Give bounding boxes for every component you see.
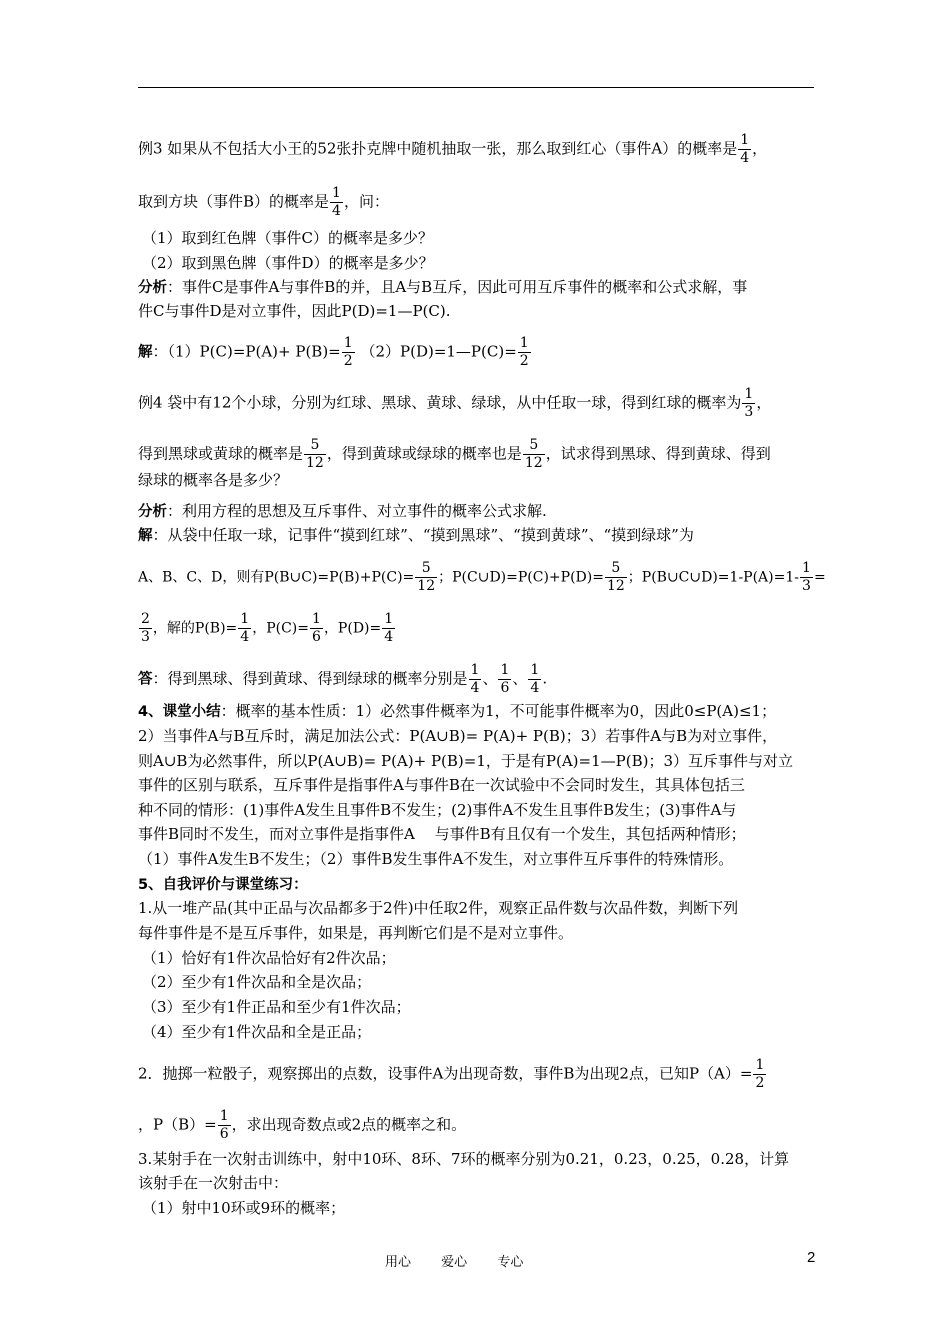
- summary-line6: 事件B同时不发生，而对立事件是指事件A 与事件B有且仅有一个发生，其包括两种情形；: [138, 825, 746, 843]
- fraction: $\frac{1}{6}$: [500, 662, 510, 696]
- fraction: $\frac{2}{3}$: [141, 611, 150, 645]
- summary-line4: 事件的区别与联系，互斥事件是指事件A与事件B在一次试验中不会同时发生，其具体包括三: [138, 776, 745, 794]
- fraction: $\frac{5}{12}$: [606, 560, 625, 594]
- fraction: $\frac{1}{3}$: [744, 386, 754, 420]
- fraction: $\frac{1}{2}$: [755, 1057, 765, 1091]
- fraction: $\frac{1}{4}$: [384, 611, 394, 645]
- ex3-line1: 例3 如果从不包括大小王的52张扑克牌中随机抽取一张，那么取到红心（事件A）的概率是 $\frac{1}{4}$ ，: [138, 132, 768, 166]
- ex3-text: 例3 如果从不包括大小王的52张扑克牌中随机抽取一张，那么取到红心（事件A）的概率是: [138, 139, 738, 158]
- fraction: $\frac{1}{6}$: [219, 1108, 229, 1142]
- practice-item3: （3）至少有1件正品和至少有1件次品；: [142, 998, 411, 1016]
- ex3-q2: （2）取到黑色牌（事件D）的概率是多少？: [142, 254, 434, 272]
- page-footer: [385, 1251, 549, 1270]
- summary-line3: 则A∪B为必然事件，所以P(A∪B)= P(A)+ P(B)=1，于是有P(A)=1—P(B)；3）互斥事件与对立: [138, 752, 793, 770]
- fraction: $\frac{5}{12}$: [306, 437, 324, 471]
- practice-heading: [138, 874, 818, 895]
- practice-item2: （2）至少有1件次品和全是次品；: [142, 973, 372, 991]
- summary-line2: 2）当事件A与B互斥时，满足加法公式：P(A∪B)= P(A)+ P(B)；3）若事件A与B为对立事件，: [138, 727, 778, 745]
- summary-line7: （1）事件A发生B不发生；（2）事件B发生事件A不发生，对立事件互斥事件的特殊情形。: [138, 850, 734, 868]
- fraction: $\frac{1}{4}$: [740, 132, 750, 166]
- fraction: $\frac{1}{4}$: [530, 662, 540, 696]
- fraction: $\frac{1}{3}$: [802, 560, 811, 594]
- ex3-solution: 解：（1）P(C)=P(A)+ P(B)= $\frac{1}{2}$ （2）P(D)=1—P(C)= $\frac{1}{2}$: [138, 335, 529, 369]
- section-heading: 4、课堂小结: [138, 704, 221, 720]
- footer-text: 爱心: [441, 1255, 468, 1270]
- practice-item1: （1）恰好有1件次品恰好有2件次品；: [142, 949, 396, 967]
- ex4-line3: 绿球的概率各是多少？: [138, 471, 289, 489]
- ex3-line2: 取到方块（事件B）的概率是 $\frac{1}{4}$ ，问：: [138, 185, 389, 219]
- ex3-text: 取到方块（事件B）的概率是: [138, 192, 330, 211]
- ex4-line1: 例4 袋中有12个小球，分别为红球、黑球、黄球、绿球，从中任取一球，得到红球的概率为 $\frac{1}{3}$ ，: [138, 386, 772, 420]
- ex4-solution-1: 解：从袋中任取一球，记事件“摸到红球”、“摸到黑球”、“摸到黄球”、“摸到绿球”为: [138, 526, 694, 544]
- practice-q3-item1: （1）射中10环或9环的概率；: [142, 1199, 346, 1217]
- footer-text: 专心: [497, 1255, 524, 1270]
- solution-label: 解: [138, 528, 153, 544]
- practice-q3a: 3.某射手在一次射击训练中，射中10环、8环、7环的概率分别为0.21，0.23，0.25，0.28，计算: [138, 1150, 790, 1168]
- solution-label: 解: [138, 344, 153, 361]
- ex3-analysis-2: 件C与事件D是对立事件，因此P(D)=1—P(C).: [138, 302, 451, 320]
- analysis-label: 分析: [138, 280, 167, 296]
- fraction: $\frac{5}{12}$: [524, 437, 543, 471]
- practice-q1b: 每件事件是不是互斥事件，如果是，再判断它们是不是对立事件。: [138, 924, 574, 942]
- fraction: $\frac{1}{4}$: [470, 662, 480, 696]
- summary-line5: 种不同的情形：(1)事件A发生且事件B不发生；(2)事件A不发生且事件B发生；(3)事件A与: [138, 801, 737, 819]
- ex4-line2: 得到黑球或黄球的概率是 $\frac{5}{12}$ ，得到黄球或绿球的概率也是 $\frac{5}{12}$ ，试求得到黑球、得到黄球、得到: [138, 437, 771, 471]
- header-rule: [138, 87, 814, 88]
- ex4-solution-3: $\frac{2}{3}$ ，解的P(B)= $\frac{1}{4}$ ，P(C)= $\frac{1}{6}$ ，P(D)= $\frac{1}{4}$: [141, 611, 394, 645]
- footer-text: 用心: [385, 1255, 412, 1270]
- ex4-analysis: 分析：利用方程的思想及互斥事件、对立事件的概率公式求解.: [138, 502, 547, 520]
- practice-q2b: ，P（B）= $\frac{1}{6}$ ，求出现奇数点或2点的概率之和。: [138, 1108, 467, 1142]
- fraction: $\frac{5}{12}$: [417, 560, 436, 594]
- ex4-solution-2: A、B、C、D，则有P(B∪C)=P(B)+P(C)= $\frac{5}{12}$ ；P(C∪D)=P(C)+P(D)= $\frac{5}{12}$ ；P(B∪C∪D)=1-P(A)=1- $\frac{1}{3}$ =: [138, 560, 826, 594]
- summary-line1: 4、课堂小结：概率的基本性质：1）必然事件概率为1，不可能事件概率为0，因此0≤P(A)≤1；: [138, 702, 777, 720]
- practice-q2a: 2．抛掷一粒骰子，观察掷出的点数，设事件A为出现奇数，事件B为出现2点，已知P（A）= $\frac{1}{2}$: [138, 1057, 765, 1091]
- fraction: $\frac{1}{4}$: [332, 185, 341, 219]
- fraction: $\frac{1}{6}$: [312, 611, 321, 645]
- ex4-answer: 答：得到黑球、得到黄球、得到绿球的概率分别是 $\frac{1}{4}$ 、 $\frac{1}{6}$ 、 $\frac{1}{4}$ .: [138, 662, 548, 696]
- answer-label: 答: [138, 671, 153, 688]
- fraction: $\frac{1}{2}$: [519, 335, 529, 369]
- ex3-analysis-1: 分析：事件C是事件A与事件B的并，且A与B互斥，因此可用互斥事件的概率和公式求解，事: [138, 278, 748, 296]
- fraction: $\frac{1}{4}$: [240, 611, 250, 645]
- page-number: 2: [807, 1249, 816, 1266]
- practice-q1a: 1.从一堆产品(其中正品与次品都多于2件)中任取2件，观察正品件数与次品件数，判断下列: [138, 899, 739, 917]
- section-heading: 5、自我评价与课堂练习：: [138, 877, 308, 893]
- practice-item4: （4）至少有1件次品和全是正品；: [142, 1023, 372, 1041]
- ex3-q1: （1）取到红色牌（事件C）的概率是多少？: [142, 229, 434, 247]
- fraction: $\frac{1}{2}$: [343, 335, 353, 369]
- practice-q3b: 该射手在一次射击中：: [138, 1174, 289, 1192]
- analysis-label: 分析: [138, 504, 167, 520]
